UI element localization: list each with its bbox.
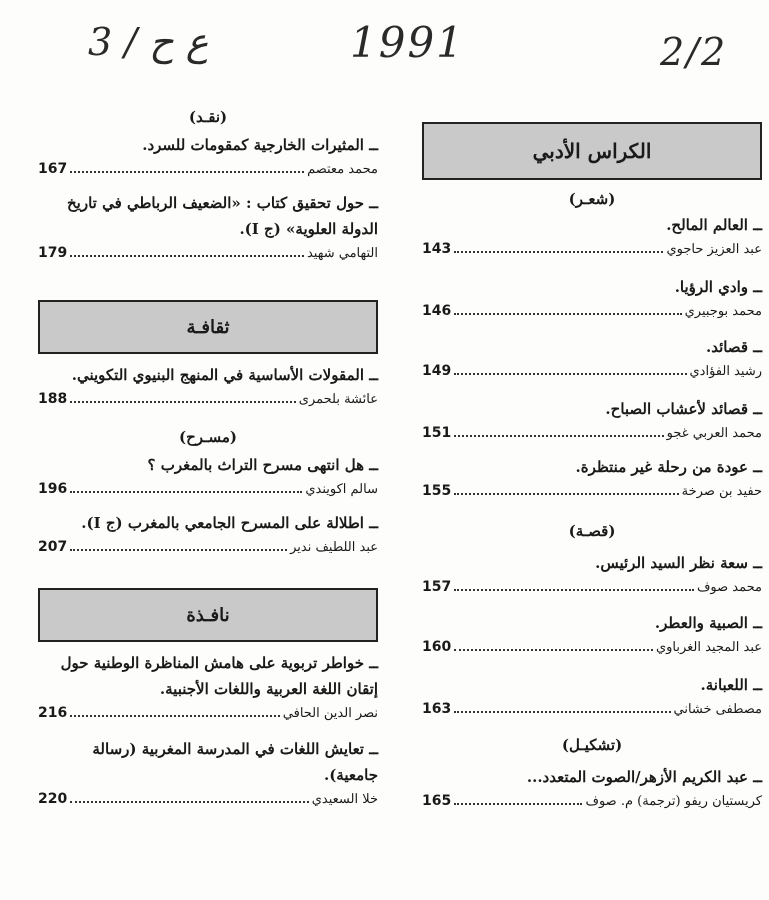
entry-author-line <box>422 698 762 721</box>
entry-author: سالم اكويندي <box>305 482 378 497</box>
entry-author: خلا السعيدي <box>311 792 378 807</box>
leader-dots <box>454 492 678 495</box>
leader-dots <box>70 170 304 173</box>
entry-page: 179 <box>38 245 68 261</box>
section-window: نافـذة <box>38 588 378 642</box>
entry-page: 160 <box>422 639 452 655</box>
toc-entry[interactable] <box>422 454 762 503</box>
left-column <box>38 0 378 900</box>
subheading-criticism: (نقـد) <box>188 108 228 126</box>
subheading-poetry: (شعـر) <box>568 190 616 208</box>
entry-author: عبد المجيد الغرباوي <box>655 640 762 655</box>
entry-author: محمد العربي غجو <box>666 426 762 441</box>
entry-page: 165 <box>422 793 452 809</box>
handwritten-note-left: 3 / ع ح <box>88 20 209 64</box>
entry-title: ــ العالم المالح. <box>666 216 762 234</box>
subheading-story: (قصـة) <box>568 522 616 540</box>
entry-page: 207 <box>38 539 68 555</box>
entry-author-line <box>422 360 762 383</box>
entry-page: 220 <box>38 791 68 807</box>
entry-page: 155 <box>422 483 452 499</box>
entry-author-line <box>422 300 762 323</box>
entry-author-line <box>38 788 378 811</box>
leader-dots <box>454 434 663 437</box>
entry-author-line <box>38 158 378 181</box>
leader-dots <box>70 490 302 493</box>
entry-author: كريستيان ريفو (ترجمة) م. صوف <box>585 794 762 809</box>
entry-page: 149 <box>422 363 452 379</box>
entry-author: عبد اللطيف ندير <box>290 540 378 555</box>
toc-entry[interactable] <box>422 672 762 721</box>
leader-dots <box>454 312 681 315</box>
toc-entry[interactable] <box>38 362 378 411</box>
entry-page: 151 <box>422 425 452 441</box>
entry-author-line <box>38 702 378 725</box>
entry-page: 163 <box>422 701 452 717</box>
toc-entry[interactable] <box>38 736 378 811</box>
toc-entry[interactable] <box>38 132 378 181</box>
leader-dots <box>454 250 663 253</box>
entry-author: مصطفى خشاني <box>673 702 762 717</box>
entry-page: 216 <box>38 705 68 721</box>
toc-entry[interactable] <box>422 396 762 445</box>
entry-author-line <box>38 478 378 501</box>
entry-title: ــ قصائد لأعشاب الصباح. <box>605 400 762 418</box>
toc-entry[interactable] <box>422 764 762 813</box>
toc-entry[interactable] <box>38 650 378 725</box>
entry-title: ــ عبد الكريم الأزهر/الصوت المتعدد... <box>526 768 762 786</box>
entry-page: 167 <box>38 161 68 177</box>
toc-entry[interactable] <box>38 510 378 559</box>
entry-author: محمد معتصم <box>307 162 378 177</box>
entry-author: محمد بوجبيري <box>684 304 762 319</box>
entry-page: 157 <box>422 579 452 595</box>
leader-dots <box>454 802 582 805</box>
entry-title: ــ وادي الرؤيا. <box>674 278 762 296</box>
entry-title: ــ سعة نظر السيد الرئيس. <box>595 554 762 572</box>
entry-title: ــ هل انتهى مسرح التراث بالمغرب ؟ <box>147 456 378 474</box>
entry-title: ــ المثيرات الخارجية كمقومات للسرد. <box>142 136 378 154</box>
entry-page: 196 <box>38 481 68 497</box>
leader-dots <box>70 254 304 257</box>
entry-author-line <box>422 790 762 813</box>
handwritten-note-year: 1991 <box>350 18 465 67</box>
leader-dots <box>454 648 653 651</box>
handwritten-note-right: 2/2 <box>660 30 728 74</box>
leader-dots <box>454 588 694 591</box>
toc-entry[interactable] <box>422 274 762 323</box>
entry-title: ــ خواطر تربوية على هامش المناظرة الوطنية حول إتقان اللغة العربية واللغات الأجنبية. <box>60 654 378 698</box>
subheading-theatre: (مسـرح) <box>179 428 237 446</box>
entry-author: محمد صوف <box>696 580 762 595</box>
section-culture: ثقافـة <box>38 300 378 354</box>
toc-entry[interactable] <box>422 212 762 261</box>
entry-author-line <box>422 422 762 445</box>
leader-dots <box>70 548 287 551</box>
entry-author: عائشة بلحمرى <box>298 392 378 407</box>
subheading-art: (تشكيـل) <box>561 736 623 754</box>
toc-entry[interactable] <box>38 452 378 501</box>
entry-page: 146 <box>422 303 452 319</box>
entry-author-line <box>422 480 762 503</box>
leader-dots <box>70 800 308 803</box>
leader-dots <box>454 710 670 713</box>
toc-entry[interactable] <box>422 334 762 383</box>
right-column <box>422 0 762 900</box>
entry-title: ــ اللعبانة. <box>700 676 762 694</box>
entry-author: التهامي شهيد <box>306 246 378 261</box>
entry-author-line <box>38 242 378 265</box>
entry-author-line <box>38 388 378 411</box>
entry-title: ــ تعايش اللغات في المدرسة المغربية (رسالة جامعية). <box>92 740 378 784</box>
entry-author-line <box>422 636 762 659</box>
leader-dots <box>70 714 280 717</box>
entry-author: نصر الدين الحافي <box>282 706 378 721</box>
entry-author: عبد العزيز حاجوي <box>666 242 762 257</box>
entry-author: حفيد بن صرخة <box>681 484 762 499</box>
toc-entry[interactable] <box>38 190 378 265</box>
entry-author-line <box>38 536 378 559</box>
entry-title: ــ المقولات الأساسية في المنهج البنيوي التكويني. <box>71 366 378 384</box>
entry-title: ــ حول تحقيق كتاب : «الضعيف الرباطي في تاريخ الدولة العلوية» (ج I). <box>67 194 378 238</box>
entry-author-line <box>422 576 762 599</box>
entry-title: ــ اطلالة على المسرح الجامعي بالمغرب (ج I). <box>81 514 378 532</box>
entry-title: ــ عودة من رحلة غير منتظرة. <box>575 458 762 476</box>
entry-page: 143 <box>422 241 452 257</box>
section-literary: الكراس الأدبي <box>422 122 762 180</box>
entry-page: 188 <box>38 391 68 407</box>
toc-entry[interactable] <box>422 550 762 599</box>
entry-title: ــ قصائد. <box>705 338 762 356</box>
entry-title: ــ الصبية والعطر. <box>654 614 762 632</box>
entry-author-line <box>422 238 762 261</box>
toc-entry[interactable] <box>422 610 762 659</box>
leader-dots <box>70 400 296 403</box>
entry-author: رشيد الفؤادي <box>689 364 762 379</box>
leader-dots <box>454 372 686 375</box>
